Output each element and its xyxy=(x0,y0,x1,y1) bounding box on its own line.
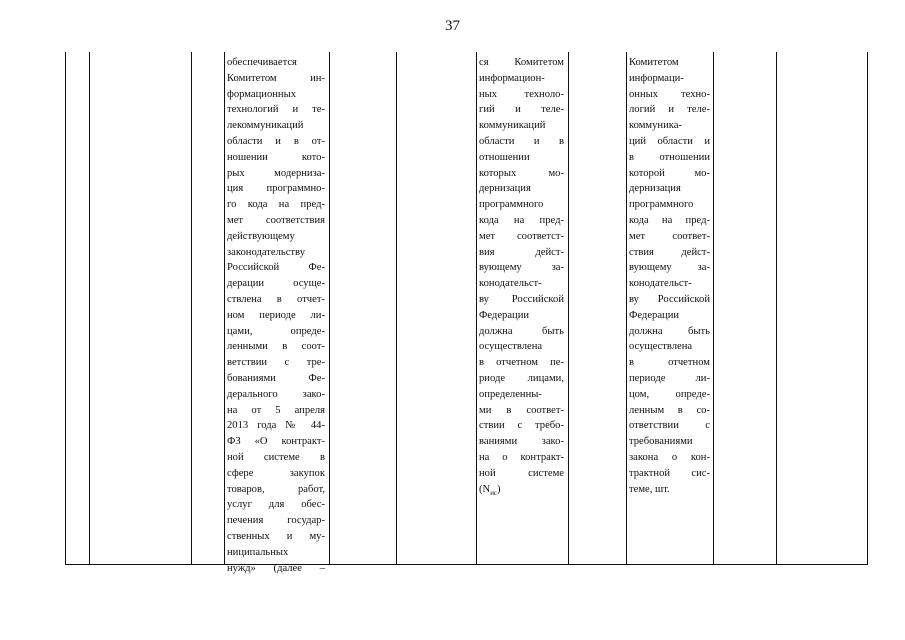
text-line: рых модерниза- xyxy=(227,167,325,179)
text-line: цом, опреде- xyxy=(629,388,710,400)
text-line: кода на пред- xyxy=(479,214,564,226)
text-line: формационных xyxy=(227,88,297,100)
text-line: ственных и му- xyxy=(227,530,325,542)
text-line: ной системе в xyxy=(227,451,325,463)
text-line: коммуника- xyxy=(629,120,682,132)
text-line: товаров, работ, xyxy=(227,483,325,495)
symbol-close: ) xyxy=(497,483,501,495)
text-line: ответствии с xyxy=(629,420,710,432)
text-line: вующему за- xyxy=(629,262,710,274)
text-line: ветствии с тре- xyxy=(227,357,325,369)
text-line: цами, опреде- xyxy=(227,325,325,337)
text-line: Российской Фе- xyxy=(227,262,325,274)
text-line: го кода на пред- xyxy=(227,199,325,211)
text-line: бованиями Фе- xyxy=(227,372,325,384)
text-line: в отчетном xyxy=(629,357,710,369)
cell-col3-text xyxy=(227,55,325,576)
text-line: ФЗ «О контракт- xyxy=(227,436,325,448)
text-line: вующему за- xyxy=(479,262,564,274)
text-line: ций области и xyxy=(629,135,710,147)
text-line: теме, шт. xyxy=(629,483,670,495)
column-divider xyxy=(713,52,714,564)
text-line: сфере закупок xyxy=(227,467,325,479)
text-line: логий и теле- xyxy=(629,104,710,116)
column-divider xyxy=(89,52,90,564)
text-line xyxy=(479,482,564,502)
text-line: информацион- xyxy=(479,72,545,84)
column-divider xyxy=(476,52,477,564)
text-line: услуг для обес- xyxy=(227,499,325,511)
text-line: дерации осуще- xyxy=(227,278,325,290)
text-line: должна быть xyxy=(479,325,564,337)
text-line: закона о кон- xyxy=(629,451,710,463)
page-number: 37 xyxy=(445,18,460,34)
text-line: Федерации xyxy=(629,309,680,321)
text-line: дерального зако- xyxy=(227,388,325,400)
text-line: дернизация xyxy=(629,183,681,195)
column-divider xyxy=(191,52,192,564)
text-line: требованиями xyxy=(629,436,693,448)
text-line: ваниями зако- xyxy=(479,436,564,448)
text-line: осуществлена xyxy=(629,341,693,353)
text-line: ношении кото- xyxy=(227,151,325,163)
symbol-n: (N xyxy=(479,483,491,495)
text-line: вия дейст- xyxy=(479,246,564,258)
text-line: мет соответ- xyxy=(629,230,710,242)
text-line: ной системе xyxy=(479,467,564,479)
text-line: которой мо- xyxy=(629,167,710,179)
text-line: должна быть xyxy=(629,325,710,337)
column-divider xyxy=(224,52,225,564)
text-line: кода на пред- xyxy=(629,214,710,226)
text-line: программного xyxy=(479,199,544,211)
symbol-subscript: ис xyxy=(490,488,498,497)
text-line: конодательст- xyxy=(629,278,692,290)
text-line: технологий и те- xyxy=(227,104,325,116)
text-line: риоде лицами, xyxy=(479,372,564,384)
text-line: коммуникаций xyxy=(479,120,546,132)
cell-col8-text xyxy=(629,55,710,497)
text-line: конодательст- xyxy=(479,278,542,290)
text-line: периоде ли- xyxy=(629,372,710,384)
column-divider xyxy=(396,52,397,564)
text-line: ленным в со- xyxy=(629,404,710,416)
text-line: программного xyxy=(629,199,694,211)
text-line: мет соответствия xyxy=(227,214,325,226)
column-divider xyxy=(626,52,627,564)
text-line: ву Российской xyxy=(479,293,564,305)
text-line: области и в xyxy=(479,135,564,147)
text-line: ных техноло- xyxy=(479,88,564,100)
text-line: на о контракт- xyxy=(479,451,564,463)
text-line: онных техно- xyxy=(629,88,710,100)
text-line: законодательству xyxy=(227,246,305,258)
text-line: печения государ- xyxy=(227,515,325,527)
text-line: области и в от- xyxy=(227,135,325,147)
text-line: дернизация xyxy=(479,183,531,195)
text-line: Комитетом ин- xyxy=(227,72,325,84)
text-line: ция программно- xyxy=(227,183,325,195)
column-divider xyxy=(776,52,777,564)
text-line: осуществлена xyxy=(479,341,543,353)
text-line: лекоммуникаций xyxy=(227,120,304,132)
text-line: ленными в соот- xyxy=(227,341,325,353)
text-line: в отношении xyxy=(629,151,710,163)
text-line: отношении xyxy=(479,151,530,163)
text-line: определенны- xyxy=(479,388,542,400)
text-line: которых мо- xyxy=(479,167,564,179)
text-line: ву Российской xyxy=(629,293,710,305)
text-line: ствии с требо- xyxy=(479,420,564,432)
text-line: на от 5 апреля xyxy=(227,404,325,416)
text-line: в отчетном пе- xyxy=(479,357,564,369)
text-line: нужд» (далее – xyxy=(227,562,325,574)
text-line: гий и теле- xyxy=(479,104,564,116)
text-line: Комитетом xyxy=(629,57,679,68)
column-divider xyxy=(329,52,330,564)
text-line: ном периоде ли- xyxy=(227,309,325,321)
document-table xyxy=(65,52,868,574)
text-line: ствлена в отчет- xyxy=(227,293,325,305)
text-line: информаци- xyxy=(629,72,684,84)
text-line: обеспечивается xyxy=(227,57,297,68)
cell-col6-text xyxy=(479,55,564,501)
text-line: ствия дейст- xyxy=(629,246,710,258)
text-line: мет соответст- xyxy=(479,230,564,242)
text-line: ниципальных xyxy=(227,546,289,558)
column-divider xyxy=(568,52,569,564)
text-line: Федерации xyxy=(479,309,530,321)
text-line: 2013 года № 44- xyxy=(227,420,325,432)
text-line: действующему xyxy=(227,230,295,242)
text-line: трактной сис- xyxy=(629,467,710,479)
text-line: ми в соответ- xyxy=(479,404,564,416)
text-line: ся Комитетом xyxy=(479,57,564,68)
